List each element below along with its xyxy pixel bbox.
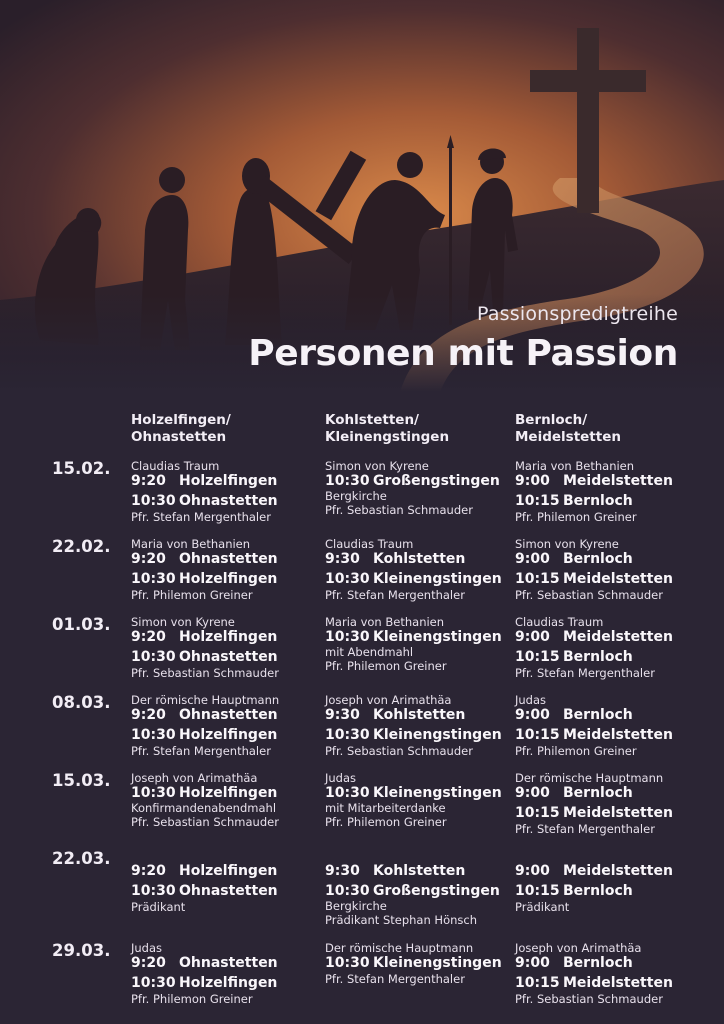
preacher: Pfr. Stefan Mergenthaler	[131, 510, 271, 524]
service-time-place	[131, 571, 278, 588]
service-cell	[515, 615, 673, 680]
service-time-place	[131, 975, 278, 992]
preacher: Pfr. Sebastian Schmauder	[325, 503, 473, 517]
preacher: Pfr. Stefan Mergenthaler	[515, 666, 655, 680]
sermon-topic: Claudias Traum	[325, 537, 414, 551]
service-place: Meidelstetten	[563, 975, 673, 991]
service-place: Bernloch	[563, 551, 633, 567]
service-place: Kleinengstingen	[373, 571, 502, 587]
service-place: Meidelstetten	[563, 571, 673, 587]
sermon-topic: Claudias Traum	[515, 615, 604, 629]
service-time: 9:00	[515, 629, 550, 645]
service-place: Holzelfingen	[179, 727, 278, 743]
service-cell	[515, 459, 673, 524]
service-note: Bergkirche	[325, 489, 387, 503]
service-time: 10:30	[131, 975, 176, 991]
service-time: 9:00	[515, 551, 550, 567]
service-cell	[325, 849, 500, 927]
series-subtitle: Passionspredigtreihe	[477, 303, 678, 325]
service-time-place	[131, 785, 279, 802]
service-place: Holzelfingen	[179, 785, 278, 801]
service-time: 10:15	[515, 727, 560, 743]
sermon-topic: Joseph von Arimathäa	[325, 693, 452, 707]
service-time-place	[515, 493, 673, 510]
preacher: Pfr. Sebastian Schmauder	[515, 588, 663, 602]
preacher: Pfr. Philemon Greiner	[131, 588, 253, 602]
service-time-place	[131, 955, 278, 972]
column-header-holzelfingen: Holzelfingen/ Ohnastetten	[131, 412, 231, 445]
service-place: Großengstingen	[373, 883, 500, 899]
service-place: Kleinengstingen	[373, 629, 502, 645]
service-place: Kleinengstingen	[373, 727, 502, 743]
service-time-place	[131, 883, 278, 900]
service-time: 10:30	[131, 785, 176, 801]
preacher: Pfr. Stefan Mergenthaler	[131, 744, 271, 758]
preacher: Pfr. Stefan Mergenthaler	[325, 588, 465, 602]
service-time: 10:30	[131, 883, 176, 899]
service-time: 9:00	[515, 863, 550, 879]
service-time: 10:15	[515, 571, 560, 587]
service-place: Holzelfingen	[179, 975, 278, 991]
service-place: Großengstingen	[373, 473, 500, 489]
service-time-place	[325, 883, 500, 900]
service-cell	[515, 693, 673, 758]
sermon-topic: Maria von Bethanien	[131, 537, 251, 551]
sermon-topic	[131, 849, 278, 863]
service-time: 10:15	[515, 883, 560, 899]
service-place: Meidelstetten	[563, 863, 673, 879]
service-place: Meidelstetten	[563, 727, 673, 743]
service-note: Bergkirche	[325, 899, 387, 913]
sermon-topic: Maria von Bethanien	[325, 615, 445, 629]
service-cell	[131, 537, 278, 602]
service-note: mit Mitarbeiterdanke	[325, 801, 446, 815]
service-time: 10:30	[325, 785, 370, 801]
service-time-place	[131, 493, 278, 510]
sermon-topic: Simon von Kyrene	[131, 615, 235, 629]
service-time: 9:20	[131, 863, 166, 879]
sermon-topic: Der römische Hauptmann	[325, 941, 474, 955]
service-place: Meidelstetten	[563, 473, 673, 489]
service-cell	[515, 537, 673, 602]
service-time: 10:30	[325, 955, 370, 971]
service-place: Holzelfingen	[179, 473, 278, 489]
service-time: 10:15	[515, 649, 560, 665]
service-time-place	[325, 629, 502, 646]
service-cell	[515, 849, 673, 914]
service-place: Bernloch	[563, 707, 633, 723]
service-place: Kleinengstingen	[373, 955, 502, 971]
series-title: Personen mit Passion	[248, 333, 678, 374]
service-time-place	[325, 707, 502, 724]
column-header-kohlstetten: Kohlstetten/ Kleinengstingen	[325, 412, 450, 445]
service-time-place	[131, 551, 278, 568]
service-time: 10:30	[131, 727, 176, 743]
service-time-place	[325, 473, 500, 490]
service-time: 10:30	[325, 727, 370, 743]
sermon-topic	[515, 849, 673, 863]
sermon-topic: Judas	[131, 941, 163, 955]
preacher: Pfr. Philemon Greiner	[325, 815, 447, 829]
preacher: Prädikant Stephan Hönsch	[325, 913, 477, 927]
service-place: Ohnastetten	[179, 883, 278, 899]
service-time-place	[515, 551, 673, 568]
service-time: 9:20	[131, 551, 166, 567]
service-note: Konfirmandenabendmahl	[131, 801, 277, 815]
service-time: 10:30	[131, 649, 176, 665]
preacher: Pfr. Sebastian Schmauder	[325, 744, 473, 758]
service-time-place	[325, 727, 502, 744]
row-date: 22.03.	[52, 849, 111, 868]
service-cell	[325, 615, 502, 673]
preacher: Pfr. Stefan Mergenthaler	[515, 822, 655, 836]
service-time-place	[515, 883, 673, 900]
service-time: 10:15	[515, 805, 560, 821]
service-place: Ohnastetten	[179, 551, 278, 567]
service-cell	[325, 941, 502, 986]
preacher: Pfr. Sebastian Schmauder	[131, 666, 279, 680]
sermon-topic: Joseph von Arimathäa	[515, 941, 642, 955]
service-time: 10:30	[131, 493, 176, 509]
service-time: 10:30	[325, 571, 370, 587]
service-cell	[131, 941, 278, 1006]
row-date: 01.03.	[52, 615, 111, 634]
service-time: 10:30	[325, 473, 370, 489]
service-time-place	[131, 629, 279, 646]
service-time: 9:30	[325, 551, 360, 567]
service-cell	[325, 771, 502, 829]
preacher: Pfr. Sebastian Schmauder	[515, 992, 663, 1006]
service-time-place	[515, 571, 673, 588]
service-time: 9:00	[515, 473, 550, 489]
service-cell	[131, 459, 278, 524]
service-place: Bernloch	[563, 785, 633, 801]
service-time: 10:15	[515, 975, 560, 991]
service-place: Holzelfingen	[179, 571, 278, 587]
service-place: Kohlstetten	[373, 863, 466, 879]
sermon-topic: Claudias Traum	[131, 459, 220, 473]
service-time: 9:00	[515, 955, 550, 971]
sermon-topic: Der römische Hauptmann	[131, 693, 280, 707]
service-time-place	[325, 955, 502, 972]
service-time: 9:20	[131, 707, 166, 723]
preacher: Pfr. Philemon Greiner	[515, 744, 637, 758]
row-date: 22.02.	[52, 537, 111, 556]
sermon-topic: Simon von Kyrene	[325, 459, 429, 473]
service-place: Meidelstetten	[563, 805, 673, 821]
service-place: Ohnastetten	[179, 649, 278, 665]
service-time-place	[131, 649, 279, 666]
service-time-place	[515, 785, 673, 802]
service-note: mit Abendmahl	[325, 645, 414, 659]
service-place: Meidelstetten	[563, 629, 673, 645]
service-time: 9:20	[131, 955, 166, 971]
sermon-topic: Maria von Bethanien	[515, 459, 635, 473]
service-place: Bernloch	[563, 883, 633, 899]
hero-illustration	[0, 0, 724, 392]
service-time-place	[131, 863, 278, 880]
service-place: Kohlstetten	[373, 707, 466, 723]
service-time-place	[515, 975, 673, 992]
service-time: 10:15	[515, 493, 560, 509]
service-cell	[325, 537, 502, 602]
sermon-topic: Der römische Hauptmann	[515, 771, 664, 785]
service-time: 10:30	[131, 571, 176, 587]
column-header-bernloch: Bernloch/ Meidelstetten	[515, 412, 621, 445]
sermon-topic: Simon von Kyrene	[515, 537, 619, 551]
preacher: Pfr. Philemon Greiner	[325, 659, 447, 673]
service-place: Holzelfingen	[179, 629, 278, 645]
service-place: Kohlstetten	[373, 551, 466, 567]
preacher: Prädikant	[131, 900, 186, 914]
service-time-place	[515, 473, 673, 490]
service-time-place	[325, 863, 500, 880]
preacher: Pfr. Stefan Mergenthaler	[325, 972, 465, 986]
service-time-place	[515, 727, 673, 744]
service-time: 9:30	[325, 863, 360, 879]
service-time: 10:30	[325, 883, 370, 899]
service-cell	[131, 615, 279, 680]
sermon-topic: Judas	[325, 771, 357, 785]
service-time-place	[515, 649, 673, 666]
service-time: 9:20	[131, 629, 166, 645]
service-time-place	[131, 707, 279, 724]
sermon-topic	[325, 849, 500, 863]
service-cell	[325, 459, 500, 517]
service-place: Holzelfingen	[179, 863, 278, 879]
service-cell	[515, 941, 673, 1006]
service-place: Bernloch	[563, 493, 633, 509]
service-cell	[325, 693, 502, 758]
service-place: Ohnastetten	[179, 707, 278, 723]
row-date: 08.03.	[52, 693, 111, 712]
preacher: Prädikant	[515, 900, 570, 914]
service-time-place	[325, 571, 502, 588]
preacher: Pfr. Sebastian Schmauder	[131, 815, 279, 829]
service-time: 9:20	[131, 473, 166, 489]
service-time-place	[131, 727, 279, 744]
row-date: 29.03.	[52, 941, 111, 960]
service-time-place	[325, 551, 502, 568]
service-time-place	[131, 473, 278, 490]
service-time: 9:00	[515, 707, 550, 723]
preacher: Pfr. Philemon Greiner	[131, 992, 253, 1006]
service-time-place	[515, 955, 673, 972]
service-place: Ohnastetten	[179, 493, 278, 509]
sermon-topic: Joseph von Arimathäa	[131, 771, 258, 785]
service-place: Bernloch	[563, 649, 633, 665]
service-time: 10:30	[325, 629, 370, 645]
service-time-place	[515, 863, 673, 880]
row-date: 15.03.	[52, 771, 111, 790]
service-time-place	[325, 785, 502, 802]
service-place: Ohnastetten	[179, 955, 278, 971]
service-time-place	[515, 707, 673, 724]
service-cell	[515, 771, 673, 836]
service-time: 9:30	[325, 707, 360, 723]
service-time: 9:00	[515, 785, 550, 801]
service-time-place	[515, 629, 673, 646]
service-cell	[131, 849, 278, 914]
service-place: Bernloch	[563, 955, 633, 971]
service-time-place	[515, 805, 673, 822]
preacher: Pfr. Philemon Greiner	[515, 510, 637, 524]
service-cell	[131, 771, 279, 829]
service-place: Kleinengstingen	[373, 785, 502, 801]
sermon-topic: Judas	[515, 693, 547, 707]
service-cell	[131, 693, 279, 758]
row-date: 15.02.	[52, 459, 111, 478]
